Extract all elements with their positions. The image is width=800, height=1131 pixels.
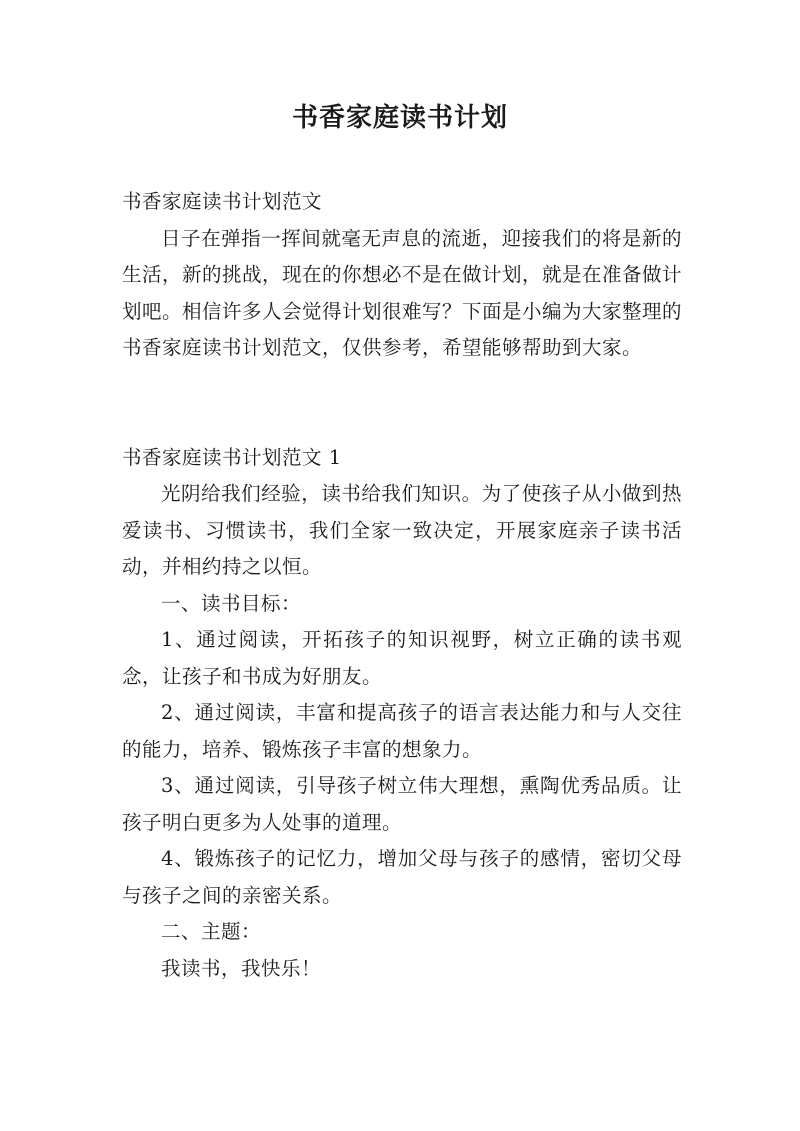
theme-text: 我读书，我快乐！ xyxy=(161,956,322,980)
document-title: 书香家庭读书计划 xyxy=(291,103,508,133)
goal-item: 3、通过阅读，引导孩子树立伟大理想，熏陶优秀品质。让孩子明白更多为人处事的道理。 xyxy=(122,774,682,834)
body-paragraph: 光阴给我们经验，读书给我们知识。为了使孩子从小做到热爱读书、习惯读书，我们全家一致决定，开展家庭亲子读书活动，并相约持之以恒。 xyxy=(122,482,682,578)
subheading-theme: 二、主题： xyxy=(161,920,262,943)
section-heading: 书香家庭读书计划范文 xyxy=(122,190,323,213)
intro-paragraph: 日子在弹指一挥间就毫无声息的流逝，迎接我们的将是新的生活，新的挑战，现在的你想必不是在做计划，就是在准备做计划吧。相信许多人会觉得计划很难写？下面是小编为大家整理的书香家庭读书计划范文，仅供参考，希望能够帮助到大家。 xyxy=(122,226,683,359)
goal-item: 4、锻炼孩子的记忆力，增加父母与孩子的感情，密切父母与孩子之间的亲密关系。 xyxy=(122,847,682,907)
goal-item: 1、通过阅读，开拓孩子的知识视野，树立正确的读书观念，让孩子和书成为好朋友。 xyxy=(122,628,682,688)
subheading-goals: 一、读书目标： xyxy=(161,591,302,615)
goal-item: 2、通过阅读，丰富和提高孩子的语言表达能力和与人交往的能力，培养、锻炼孩子丰富的想象力。 xyxy=(122,701,682,761)
section-spacer xyxy=(122,367,682,440)
document-body xyxy=(122,184,682,987)
section-heading: 书香家庭读书计划范文 1 xyxy=(122,445,342,469)
